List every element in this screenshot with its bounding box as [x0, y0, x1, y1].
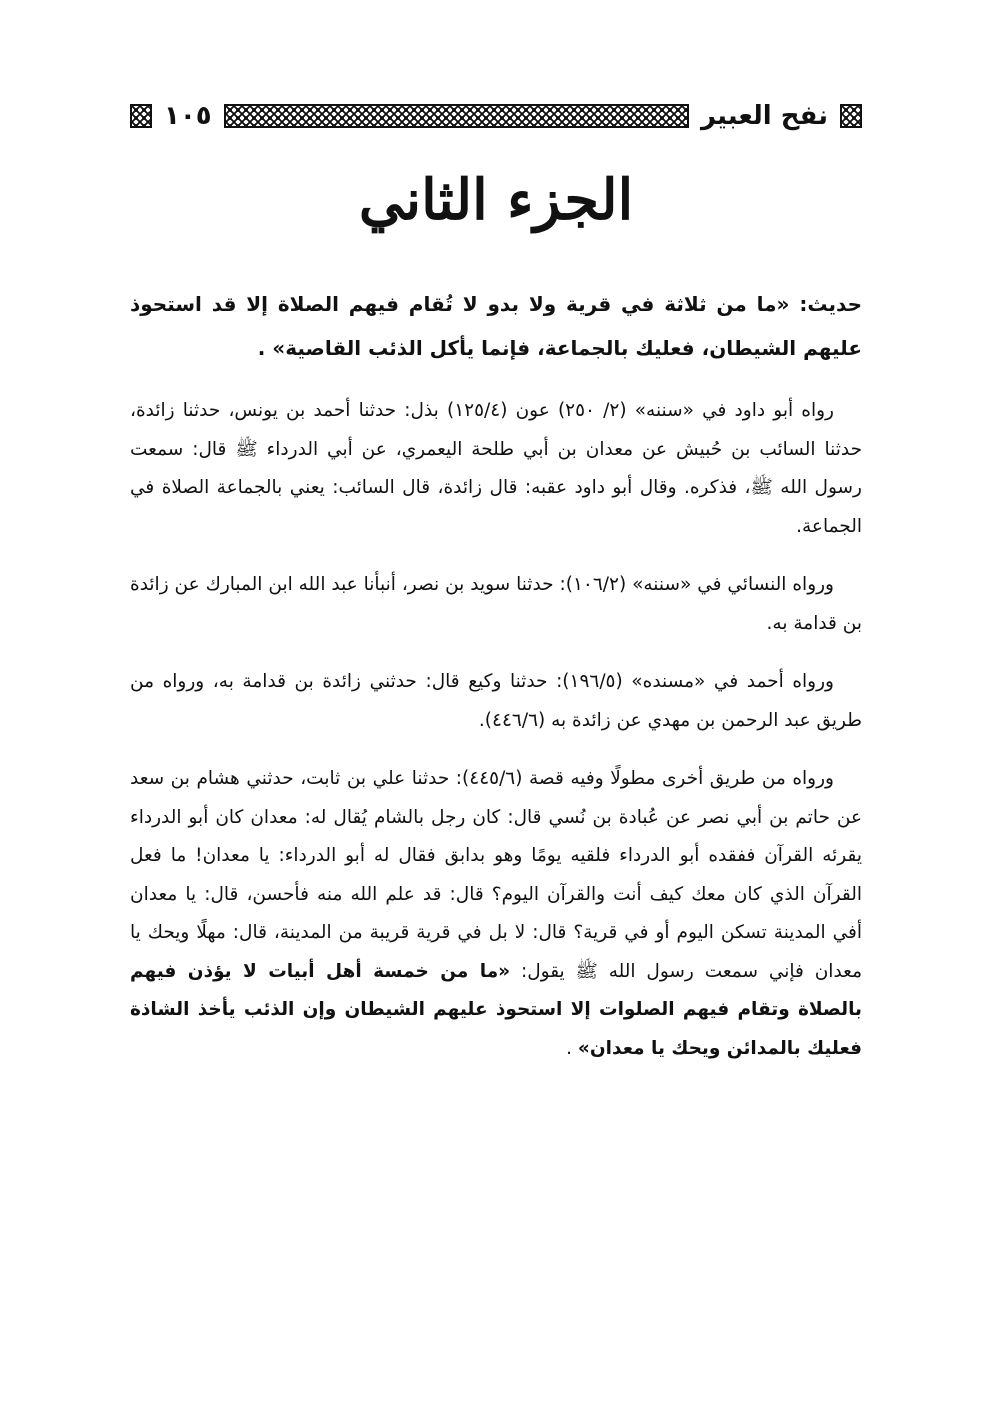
paragraph-ahmad: ورواه أحمد في «مسنده» (١٩٦/٥): حدثنا وكيع قال: حدثني زائدة بن قدامة به، ورواه من طريق عبد الرحمن بن مهدي عن زائدة به (٤٤٦/٦). [130, 671, 862, 731]
story-end: . [566, 1037, 578, 1059]
page-header [130, 98, 862, 134]
hadith-label: حديث: [799, 292, 862, 316]
page-number: ١٠٥ [164, 101, 212, 131]
part-title: الجزء الثاني [358, 167, 634, 233]
ornament-band [224, 104, 689, 128]
ornament-right [840, 104, 862, 128]
page-content [130, 282, 862, 1088]
paragraph-abu-dawud: رواه أبو داود في «سننه» (٢/ ٢٥٠) عون (١٢٥/٤) بذل: حدثنا أحمد بن يونس، حدثنا زائدة، حدثنا السائب بن حُبيش عن معدان بن أبي طلحة اليعمري، عن أبي الدرداء ﷺ قال: سمعت رسول الله ﷺ، فذكره. وقال أبو داود عقبه: قال زائدة، قال السائب: يعني بالجماعة الصلاة في الجماعة. [130, 400, 862, 537]
book-title: نفح العبير [700, 101, 828, 131]
ornament-left [130, 104, 152, 128]
paragraph-nasai: ورواه النسائي في «سننه» (١٠٦/٢): حدثنا سويد بن نصر، أنبأنا عبد الله ابن المبارك عن زائدة بن قدامة به. [130, 574, 862, 634]
hadith-body: «ما من ثلاثة في قرية ولا بدو لا تُقام فيهم الصلاة إلا قد استحوذ عليهم الشيطان، فعليك بالجماعة، فإنما يأكل الذئب القاصية» . [130, 292, 862, 360]
hadith-text [130, 282, 862, 370]
story-hadith-bold: «ما من خمسة أهل أبيات لا يؤذن فيهم بالصلاة وتقام فيهم الصلوات إلا استحوذ عليهم الشيطان وإن الذئب يأخذ الشاذة فعليك بالمدائن ويحك يا معدان» [130, 960, 862, 1059]
paragraph-story [130, 760, 862, 1068]
story-text: ورواه من طريق أخرى مطولًا وفيه قصة (٤٤٥/٦): حدثنا علي بن ثابت، حدثني هشام بن سعد عن حاتم بن أبي نصر عن عُبادة بن نُسي قال: كان رجل بالشام يُقال له: معدان كان أبو الدرداء يقرئه القرآن ففقده أبو الدرداء فلقيه يومًا وهو بدابق فقال له أبو الدرداء: يا معدان! ما فعل القرآن الذي كان معك كيف أنت والقرآن اليوم؟ قال: قد علم الله منه فأحسن، قال: يا معدان أفي المدينة تسكن اليوم أو في قرية؟ قال: لا بل في قرية قريبة من المدينة، قال: مهلًا ويحك يا معدان فإني سمعت رسول الله ﷺ يقول: [130, 768, 862, 982]
